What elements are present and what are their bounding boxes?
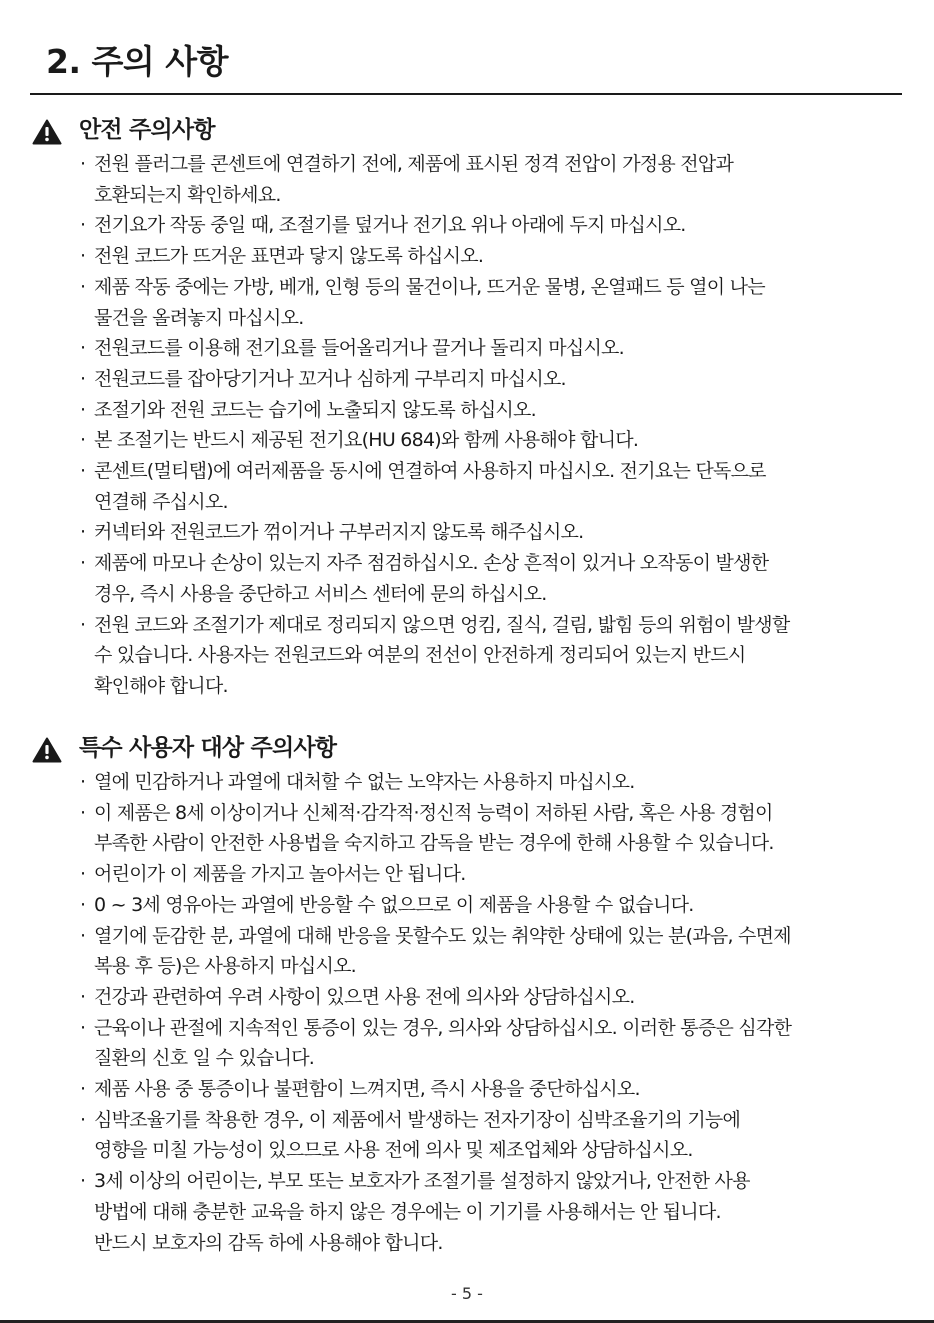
list-item-text: 제품에 마모나 손상이 있는지 자주 점검하십시오. 손상 흔적이 있거나 오작동이 발생한 [94, 552, 769, 575]
list-item [30, 210, 900, 241]
list-item-text: 근육이나 관절에 지속적인 통증이 있는 경우, 의사와 상담하십시오. 이러한 통증은 심각한 [94, 1016, 792, 1039]
list-item-text: 심박조율기를 착용한 경우, 이 제품에서 발생하는 전자기장이 심박조율기의 기능에 [94, 1108, 741, 1131]
bullet-list [30, 149, 900, 702]
bullet-marker: · [80, 337, 86, 360]
bullet-marker: · [80, 771, 86, 793]
list-item [30, 859, 900, 890]
bullet-marker: · [80, 214, 86, 237]
bullet-marker: · [80, 1078, 86, 1101]
list-item-text: 방법에 대해 충분한 교육을 하지 않은 경우에는 이 기기를 사용해서는 안 됩니다. [94, 1200, 721, 1223]
section-title: 특수 사용자 대상 주의사항 [79, 735, 337, 761]
list-item-text: 조절기와 전원 코드는 습기에 노출되지 않도록 하십시오. [94, 398, 536, 421]
list-item-text: 건강과 관련하여 우려 사항이 있으면 사용 전에 의사와 상담하십시오. [94, 985, 635, 1008]
bullet-marker: · [80, 153, 86, 175]
section-title: 안전 주의사항 [79, 117, 215, 143]
page-title: 2. 주의 사항 [46, 42, 228, 81]
bullet-marker: · [80, 367, 86, 390]
list-item-text: 영향을 미칠 가능성이 있으므로 사용 전에 의사 및 제조업체와 상담하십시오. [94, 1139, 693, 1162]
bullet-marker: · [80, 1108, 86, 1131]
list-item [30, 456, 900, 517]
list-item-text: 전원 플러그를 콘센트에 연결하기 전에, 제품에 표시된 정격 전압이 가정용 전압과 [94, 153, 734, 175]
bullet-marker: · [80, 275, 86, 298]
list-item-text: 제품 작동 중에는 가방, 베개, 인형 등의 물건이나, 뜨거운 물병, 온열패드 등 열이 나는 [94, 275, 765, 298]
list-item-text: 반드시 보호자의 감독 하에 사용해야 합니다. [94, 1231, 443, 1254]
list-item-text: 전원 코드와 조절기가 제대로 정리되지 않으면 엉킴, 질식, 걸림, 밟힘 등의 위험이 발생할 [94, 613, 790, 636]
list-item [30, 921, 900, 982]
bullet-marker: · [80, 1170, 86, 1193]
list-item [30, 1013, 900, 1074]
list-item-text: 제품 사용 중 통증이나 불편함이 느껴지면, 즉시 사용을 중단하십시오. [94, 1078, 640, 1101]
list-item [30, 798, 900, 859]
bullet-marker: · [80, 521, 86, 544]
list-item-text: 콘센트(멀티탭)에 여러제품을 동시에 연결하여 사용하지 마십시오. 전기요는 단독으로 [94, 460, 766, 483]
list-item [30, 1166, 900, 1258]
list-item [30, 982, 900, 1013]
list-item-text: 연결해 주십시오. [94, 490, 228, 513]
section-header [30, 113, 900, 149]
list-item-text: 전원코드를 잡아당기거나 꼬거나 심하게 구부리지 마십시오. [94, 367, 566, 390]
title-divider [30, 93, 902, 95]
bullet-marker: · [80, 985, 86, 1008]
list-item-text: 수 있습니다. 사용자는 전원코드와 여분의 전선이 안전하게 정리되어 있는지 반드시 [94, 644, 746, 667]
list-item [30, 517, 900, 548]
list-item [30, 548, 900, 609]
list-item [30, 272, 900, 333]
list-item-text: 어린이가 이 제품을 가지고 놀아서는 안 됩니다. [94, 863, 466, 886]
list-item-text: 전기요가 작동 중일 때, 조절기를 덮거나 전기요 위나 아래에 두지 마십시오. [94, 214, 686, 237]
list-item [30, 395, 900, 426]
list-item-text: 전원 코드가 뜨거운 표면과 닿지 않도록 하십시오. [94, 245, 484, 268]
list-item-text: 경우, 즉시 사용을 중단하고 서비스 센터에 문의 하십시오. [94, 582, 547, 605]
bullet-marker: · [80, 924, 86, 947]
safety-section [30, 113, 900, 702]
list-item [30, 767, 900, 798]
list-item [30, 364, 900, 395]
bullet-list [30, 767, 900, 1258]
list-item-text: 본 조절기는 반드시 제공된 전기요(HU 684)와 함께 사용해야 합니다. [94, 429, 639, 452]
list-item-text: 부족한 사람이 안전한 사용법을 숙지하고 감독을 받는 경우에 한해 사용할 수 있습니다. [94, 832, 774, 855]
list-item-text: 열에 민감하거나 과열에 대처할 수 없는 노약자는 사용하지 마십시오. [94, 771, 635, 793]
list-item [30, 1074, 900, 1105]
list-item [30, 1105, 900, 1166]
bullet-marker: · [80, 863, 86, 886]
list-item [30, 333, 900, 364]
list-item-text: 복용 후 등)은 사용하지 마십시오. [94, 955, 356, 978]
list-item-text: 질환의 신호 일 수 있습니다. [94, 1047, 315, 1070]
list-item-text: 호환되는지 확인하세요. [94, 183, 281, 206]
section-header [30, 731, 900, 767]
bullet-marker: · [80, 801, 86, 824]
warning-triangle-icon [32, 119, 62, 145]
bullet-marker: · [80, 245, 86, 268]
list-item [30, 425, 900, 456]
bullet-marker: · [80, 460, 86, 483]
list-item-text: 이 제품은 8세 이상이거나 신체적·감각적·정신적 능력이 저하된 사람, 혹은 사용 경험이 [94, 801, 773, 824]
list-item [30, 610, 900, 702]
list-item-text: 커넥터와 전원코드가 꺾이거나 구부러지지 않도록 해주십시오. [94, 521, 584, 544]
list-item-text: 열기에 둔감한 분, 과열에 대해 반응을 못할수도 있는 취약한 상태에 있는 분(과음, 수면제 [94, 924, 791, 947]
bullet-marker: · [80, 893, 86, 916]
list-item-text: 0 ~ 3세 영유아는 과열에 반응할 수 없으므로 이 제품을 사용할 수 없습니다. [94, 893, 694, 916]
warning-triangle-icon [32, 737, 62, 763]
list-item-text: 전원코드를 이용해 전기요를 들어올리거나 끌거나 돌리지 마십시오. [94, 337, 624, 360]
bullet-marker: · [80, 552, 86, 575]
list-item-text: 3세 이상의 어린이는, 부모 또는 보호자가 조절기를 설정하지 않았거나, 안전한 사용 [94, 1170, 750, 1193]
special-users-section [30, 731, 900, 1258]
bullet-marker: · [80, 429, 86, 452]
list-item [30, 241, 900, 272]
bullet-marker: · [80, 1016, 86, 1039]
list-item-text: 물건을 올려놓지 마십시오. [94, 306, 304, 329]
bullet-marker: · [80, 613, 86, 636]
list-item [30, 890, 900, 921]
list-item-text: 확인해야 합니다. [94, 674, 228, 697]
list-item [30, 149, 900, 210]
page-number: - 5 - [451, 1284, 483, 1303]
bullet-marker: · [80, 398, 86, 421]
